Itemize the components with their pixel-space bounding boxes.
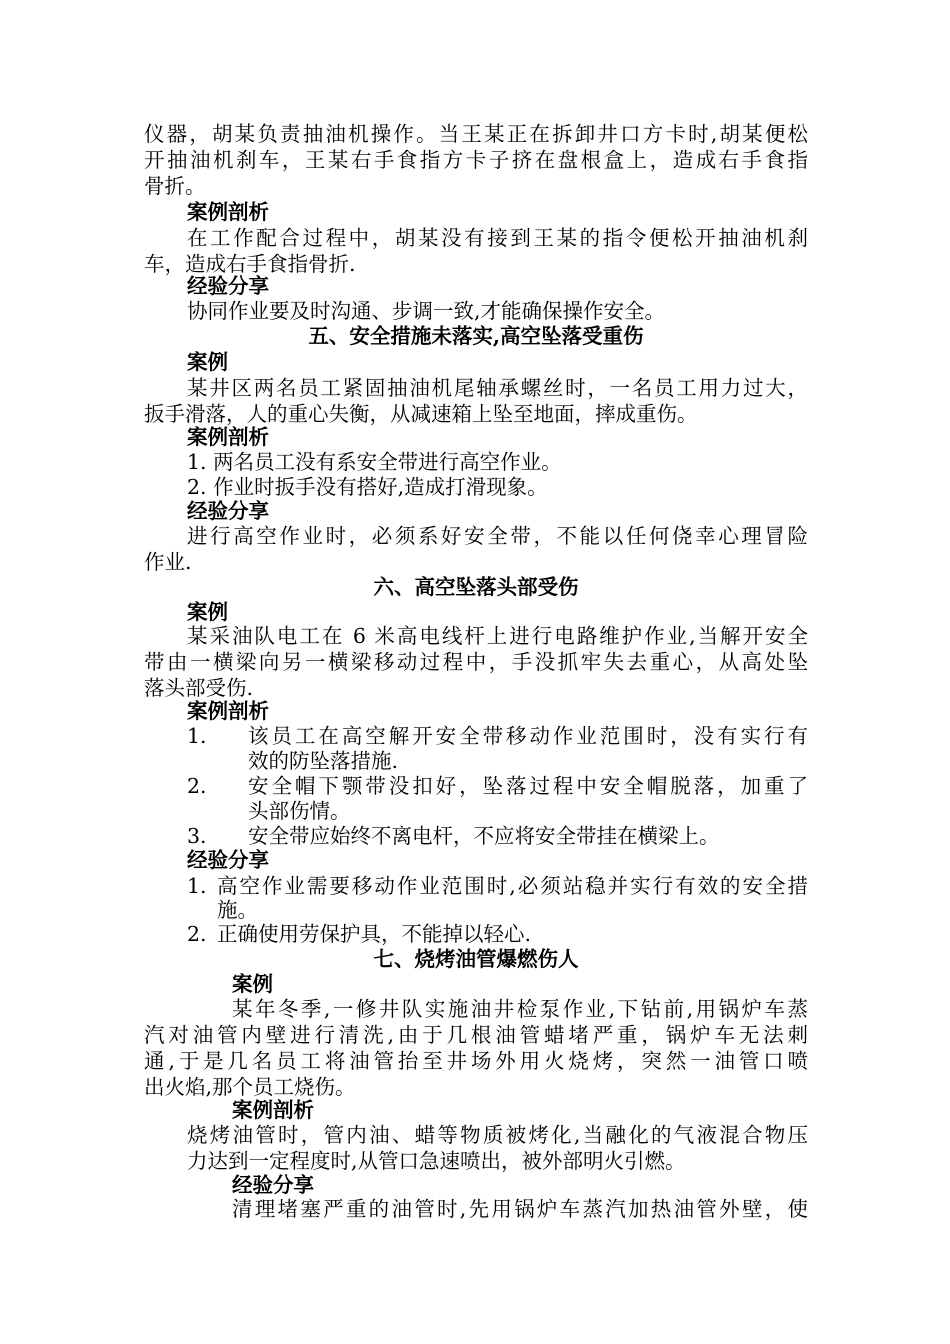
paragraph-line: 出火焰,那个员工烧伤。 <box>144 1075 356 1099</box>
list-item-number: 1. <box>187 874 207 898</box>
list-item: 安全带应始终不离电杆，不应将安全带挂在横梁上。 <box>248 824 720 848</box>
paragraph-line: 车，造成右手食指骨折. <box>144 252 356 276</box>
list-item: 安全帽下颚带没扣好，坠落过程中安全帽脱落，加重了 <box>248 774 808 798</box>
experience-share-heading: 经验分享 <box>187 848 269 872</box>
list-item: 1. 两名员工没有系安全带进行高空作业。 <box>187 450 562 474</box>
list-item-number: 2. <box>187 922 207 946</box>
experience-share-heading: 经验分享 <box>232 1173 314 1197</box>
paragraph-line: 开抽油机刹车，王某右手食指方卡子挤在盘根盒上，造成右手食指 <box>144 148 808 172</box>
paragraph-line: 力达到一定程度时,从管口急速喷出，被外部明火引燃。 <box>187 1149 686 1173</box>
section-title: 五、安全措施未落实,高空坠落受重伤 <box>308 324 644 348</box>
list-item-number: 2. <box>187 774 207 798</box>
case-heading: 案例 <box>187 350 228 374</box>
paragraph-line: 作业. <box>144 550 192 574</box>
paragraph-line: 协同作业要及时沟通、步调一致,才能确保操作安全。 <box>187 299 666 323</box>
paragraph-line: 进行高空作业时，必须系好安全带，不能以任何侥幸心理冒险 <box>187 524 808 548</box>
paragraph-line: 在工作配合过程中，胡某没有接到王某的指令便松开抽油机刹 <box>187 226 808 250</box>
case-analysis-heading: 案例剖析 <box>187 425 269 449</box>
list-item: 2. 作业时扳手没有搭好,造成打滑现象。 <box>187 475 548 499</box>
paragraph-line: 汽对油管内壁进行清洗,由于几根油管蜡堵严重，锅炉车无法刺 <box>144 1023 808 1047</box>
case-heading: 案例 <box>187 600 228 624</box>
list-item-number: 3. <box>187 824 207 848</box>
case-analysis-heading: 案例剖析 <box>232 1098 314 1122</box>
paragraph-line: 某年冬季,一修井队实施油井检泵作业,下钻前,用锅炉车蒸 <box>232 997 808 1021</box>
section-title: 六、高空坠落头部受伤 <box>373 575 579 599</box>
experience-share-heading: 经验分享 <box>187 274 269 298</box>
list-item: 施。 <box>217 898 258 922</box>
paragraph-line: 通,于是几名员工将油管抬至井场外用火烧烤，突然一油管口喷 <box>144 1049 808 1073</box>
list-item-number: 1. <box>187 724 207 748</box>
paragraph-line: 带由一横梁向另一横梁移动过程中，手没抓牢失去重心，从高处坠 <box>144 650 808 674</box>
list-item: 高空作业需要移动作业范围时,必须站稳并实行有效的安全措 <box>217 874 808 898</box>
section-title: 七、烧烤油管爆燃伤人 <box>373 947 579 971</box>
case-analysis-heading: 案例剖析 <box>187 200 269 224</box>
list-item: 头部伤情。 <box>248 799 351 823</box>
list-item: 效的防坠落措施. <box>248 749 399 773</box>
paragraph-line: 扳手滑落，人的重心失衡，从减速箱上坠至地面，摔成重伤。 <box>144 402 698 426</box>
case-analysis-heading: 案例剖析 <box>187 699 269 723</box>
case-heading: 案例 <box>232 972 273 996</box>
list-item: 该员工在高空解开安全带移动作业范围时，没有实行有 <box>248 724 808 748</box>
paragraph-line: 清理堵塞严重的油管时,先用锅炉车蒸汽加热油管外壁，使 <box>232 1197 808 1221</box>
paragraph-line: 某井区两名员工紧固抽油机尾轴承螺丝时，一名员工用力过大， <box>187 376 808 400</box>
paragraph-line: 某采油队电工在 6 米高电线杆上进行电路维护作业,当解开安全 <box>187 624 808 648</box>
paragraph-line: 落头部受伤. <box>144 676 254 700</box>
list-item: 正确使用劳保护具，不能掉以轻心. <box>217 922 532 946</box>
paragraph-line: 仪器，胡某负责抽油机操作。当王某正在拆卸井口方卡时,胡某便松 <box>144 122 808 146</box>
paragraph-line: 骨折。 <box>144 174 206 198</box>
paragraph-line: 烧烤油管时，管内油、蜡等物质被烤化,当融化的气液混合物压 <box>187 1123 808 1147</box>
experience-share-heading: 经验分享 <box>187 499 269 523</box>
